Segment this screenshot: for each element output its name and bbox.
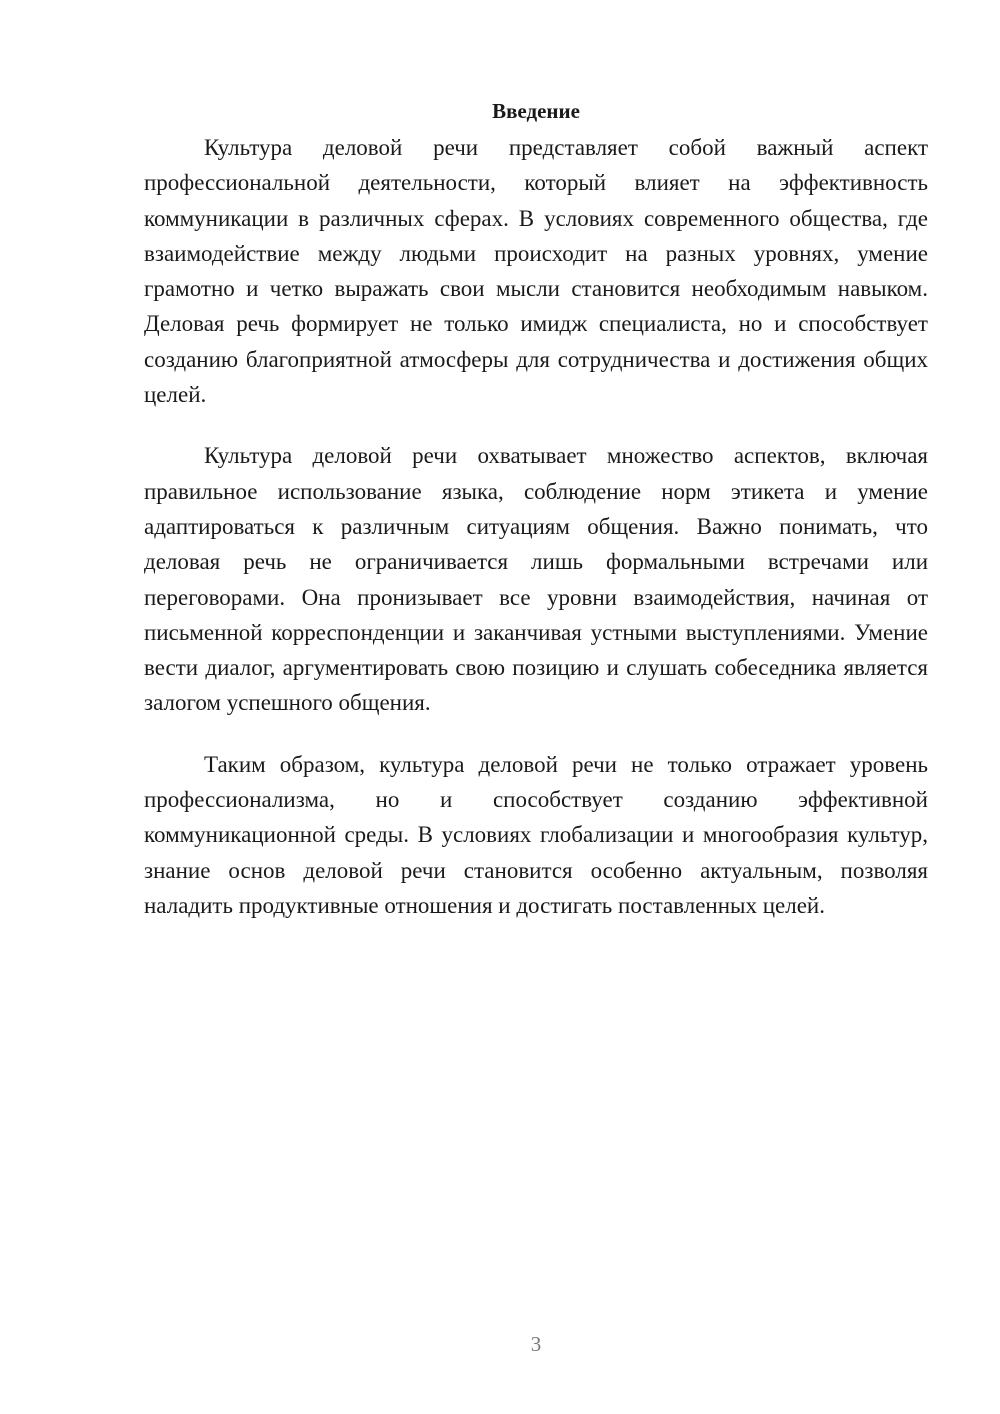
page-content — [144, 96, 928, 949]
paragraph-3: Таким образом, культура деловой речи не только отражает уровень профессионализма, но и способствует созданию эффективной коммуникационной среды. В условиях глобализации и многообразия культур, знание основ деловой речи становится особенно актуальным, позволяя наладить продуктивные отношения и достигать поставленных целей. — [144, 751, 928, 918]
section-heading: Введение — [492, 99, 580, 123]
paragraph-2: Культура деловой речи охватывает множество аспектов, включая правильное использование языка, соблюдение норм этикета и умение адаптироваться к различным ситуациям общения. Важно понимать, что деловая речь не ограничивается лишь формальными встречами или переговорами. Она пронизывает все уровни взаимодействия, начиная от письменной корреспонденции и заканчивая устными выступлениями. Умение вести диалог, аргументировать свою позицию и слушать собеседника является залогом успешного общения. — [144, 443, 928, 716]
paragraph-1: Культура деловой речи представляет собой важный аспект профессиональной деятельности, который влияет на эффективность коммуникации в различных сферах. В условиях современного общества, где взаимодействие между людьми происходит на разных уровнях, умение грамотно и четко выражать свои мысли становится необходимым навыком. Деловая речь формирует не только имидж специалиста, но и способствует созданию благоприятной атмосферы для сотрудничества и достижения общих целей. — [144, 135, 928, 408]
page-number: 3 — [530, 1332, 542, 1356]
